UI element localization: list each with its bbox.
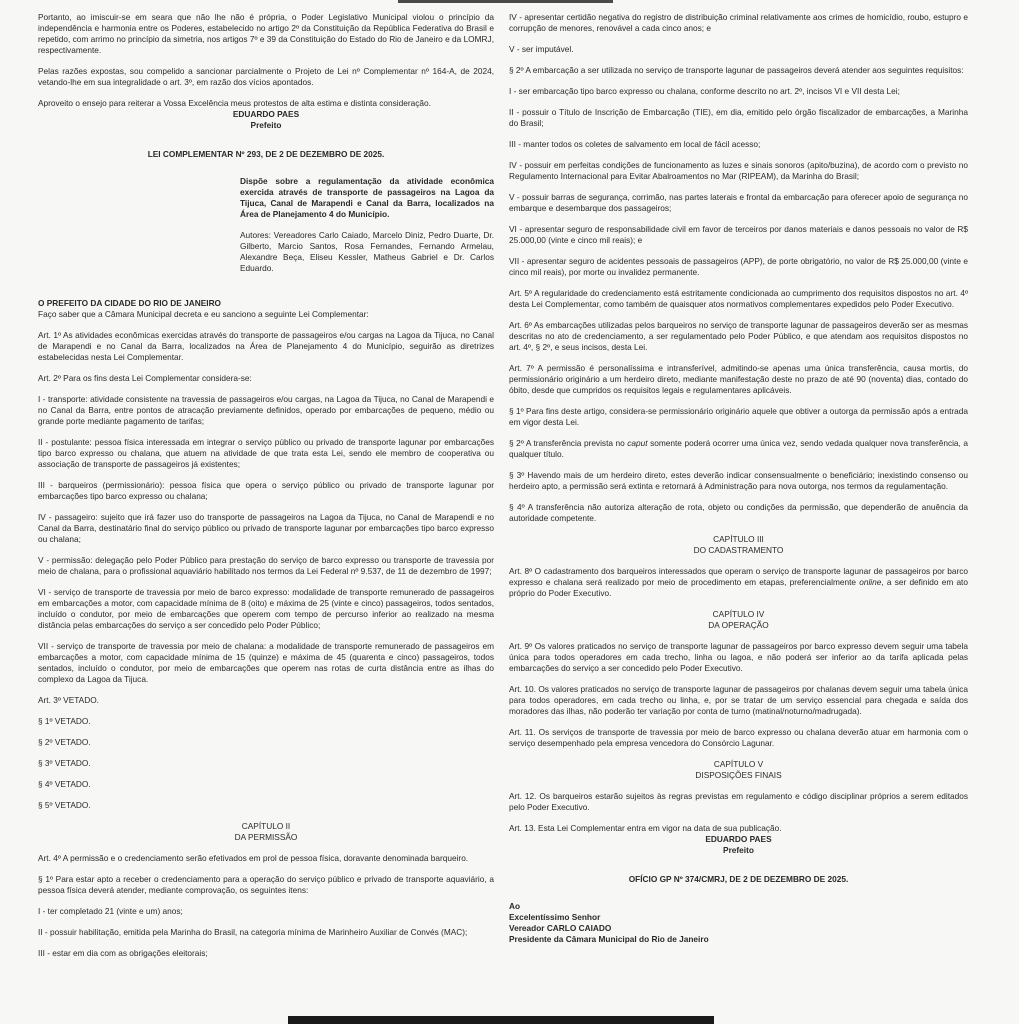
clause: VII - apresentar seguro de acidentes pessoais de passageiros (APP), de porte obrigatório, no valor de R$ 25.000,00 (vinte e cinco mil reais), por morte ou invalidez permanente.	[509, 256, 968, 277]
clause: IV - apresentar certidão negativa do registro de distribuição criminal relativamente aos crimes de homicídio, roubo, estupro e corrupção de menores, renovável a cada cinco anos; e	[509, 12, 968, 33]
text-run: Art. 8º O cadastramento dos barqueiros interessados que operam o serviço de transporte lagunar de passageiros por barco expresso e chalana será realizado por meio de procedimento em etapas, preferencialmente	[509, 566, 968, 587]
chapter-title: DA PERMISSÃO	[234, 832, 298, 842]
text-run: , a ser definido em ato próprio do Poder Executivo.	[509, 577, 968, 598]
text-run: § 2º A transferência prevista no	[509, 438, 628, 448]
article: Art. 7º A permissão é personalíssima e intransferível, admitindo-se apenas uma única transferência, causa mortis, do permissionário originário a um herdeiro direto, mediante manifestação deste no prazo de até 90 (noventa) dias, contado do óbito, desde que cumpridos os requisitos legais e regulamentares aplicáveis.	[509, 363, 968, 395]
clause: II - possuir habilitação, emitida pela Marinha do Brasil, na categoria mínima de Marinheiro Auxiliar de Convés (MAC);	[38, 927, 468, 937]
article: Art. 5º A regularidade do credenciamento está estritamente condicionada ao cumprimento dos requisitos dispostos no art. 4º desta Lei Complementar, como também de quaisquer atos normativos complementares expedidos pelo Poder Executivo.	[509, 288, 968, 309]
clause: § 3º VETADO.	[38, 758, 91, 768]
clause: V - possuir barras de segurança, corrimão, nas partes laterais e frontal da embarcação para oferecer apoio de segurança no embarque e desembarque dos passageiros;	[509, 192, 968, 213]
clause: II - possuir o Título de Inscrição de Embarcação (TIE), em dia, emitido pelo órgão fiscalizador de embarcações, a Marinha do Brasil;	[509, 107, 968, 128]
article: Art. 12. Os barqueiros estarão sujeitos às regras previstas em regulamento e código disciplinar próprios a serem editados pelo Poder Executivo.	[509, 791, 968, 812]
clause: I - ter completado 21 (vinte e um) anos;	[38, 906, 183, 916]
clause: I - ser embarcação tipo barco expresso ou chalana, conforme descrito no art. 2º, incisos VI e VII desta Lei;	[509, 86, 900, 96]
clause: § 3º Havendo mais de um herdeiro direto, estes deverão indicar consensualmente o beneficiário; inexistindo consenso ou herdeiro apto, a permissão será extinta e retornará à Administração para nova outorga, nos termos da regulamentação.	[509, 470, 968, 491]
chapter-number: CAPÍTULO III	[713, 534, 764, 544]
text-run: somente poderá ocorrer uma única vez, sendo vedada qualquer nova transferência, a qualquer título.	[509, 438, 968, 459]
bottom-rule	[288, 1016, 714, 1024]
article: Art. 13. Esta Lei Complementar entra em vigor na data de sua publicação.	[509, 823, 782, 833]
chapter-title: DA OPERAÇÃO	[708, 620, 769, 630]
clause: § 4º VETADO.	[38, 779, 91, 789]
paragraph: Aproveito o ensejo para reiterar a Vossa Excelência meus protestos de alta estima e distinta consideração.	[38, 98, 431, 108]
signer-name: EDUARDO PAES	[705, 834, 772, 844]
signer-name: EDUARDO PAES	[232, 109, 300, 119]
article: Art. 2º Para os fins desta Lei Complementar considera-se:	[38, 373, 252, 383]
clause: III - manter todos os coletes de salvamento em local de fácil acesso;	[509, 139, 761, 149]
clause	[509, 438, 968, 460]
article: Art. 6º As embarcações utilizadas pelos barqueiros no serviço de transporte lagunar de passageiros deverão ser as mesmas descritas no ato de credenciamento, a ser regulamentado pelo Poder Público, e que atendam aos requisitos dispostos no art. 4º, § 2º, e seus incisos, desta Lei.	[509, 320, 968, 352]
top-rule	[398, 0, 613, 3]
clause: VI - apresentar seguro de responsabilidade civil em favor de terceiros por danos materiais e danos pessoais no valor de R$ 25.000,00 (vinte e cinco mil reais); e	[509, 224, 968, 245]
addressee-line: Vereador CARLO CAIADO	[509, 923, 612, 933]
section-heading: O PREFEITO DA CIDADE DO RIO DE JANEIRO	[38, 298, 222, 308]
article: Art. 3º VETADO.	[38, 695, 99, 705]
article: Art. 11. Os serviços de transporte de travessia por meio de barco expresso ou chalana deverão atuar em harmonia com o serviço desempenhado pela empresa vencedora do Consórcio Lagunar.	[509, 727, 968, 748]
law-ementa: Dispõe sobre a regulamentação da atividade econômica exercida através de transporte de passageiros na Lagoa da Tijuca, Canal de Marapendi e Canal da Barra, localizados na Área de Planejamento 4 do Município.	[240, 176, 494, 219]
paragraph: Portanto, ao imiscuir-se em seara que não lhe não é própria, o Poder Legislativo Municipal violou o princípio da independência e harmonia entre os Poderes, estabelecido no artigo 2º da Constituição da República Federativa do Brasil e repetido, com arrimo no princípio da simetria, nos artigos 7º e 39 da Constituição do Estado do Rio de Janeiro e da LOMRJ, respectivamente.	[38, 12, 494, 55]
clause: § 2º A embarcação a ser utilizada no serviço de transporte lagunar de passageiros deverá atender aos seguintes requisitos:	[509, 65, 964, 75]
left-column	[38, 12, 494, 969]
clause: III - estar em dia com as obrigações eleitorais;	[38, 948, 208, 958]
addressee-line: Ao	[509, 901, 521, 911]
chapter-number: CAPÍTULO II	[241, 821, 291, 831]
chapter-number: CAPÍTULO V	[713, 759, 764, 769]
article	[509, 566, 968, 599]
clause: III - barqueiros (permissionário): pessoa física que opera o serviço público ou privado de transporte lagunar por embarcações tipo barco expresso ou chalana;	[38, 480, 494, 501]
law-title: LEI COMPLEMENTAR Nº 293, DE 2 DE DEZEMBRO DE 2025.	[147, 149, 385, 159]
clause: I - transporte: atividade consistente na travessia de passageiros e/ou cargas, na Lagoa da Tijuca, no Canal de Marapendi e no Canal da Barra, entre pontos de atracação previamente definidos, operado por embarcações de pequeno, médio ou grande porte mediante pagamento de tarifas;	[38, 394, 494, 426]
clause: II - postulante: pessoa física interessada em integrar o serviço público ou privado de transporte lagunar por embarcações tipo barco expresso ou chalana, que atuem na atividade de que trata esta Lei, sendo ele membro de cooperativa ou associação de transporte de passageiros já existentes;	[38, 437, 494, 469]
clause: V - permissão: delegação pelo Poder Público para prestação do serviço de barco expresso ou transporte de travessia por meio de chalana, para o profissional aquaviário habilitado nos termos da Lei Federal nº 9.537, de 11 de dezembro de 1997;	[38, 555, 494, 576]
article: Art. 1º As atividades econômicas exercidas através do transporte de passageiros e/ou cargas na Lagoa da Tijuca, no Canal de Marapendi e no Canal da Barra, localizados na Área de Planejamento 4 do Município, seguirão as diretrizes estabelecidas nesta Lei Complementar.	[38, 330, 494, 362]
article: Art. 9º Os valores praticados no serviço de transporte lagunar de passageiros por barco expresso devem seguir uma tabela única para todos operadores em cada trecho, linha ou lagoa, e não poderá ser inferior ao da tarifa aplicada pelas embarcações do serviço a ser concedido pelo Poder Executivo.	[509, 641, 968, 673]
clause: VII - serviço de transporte de travessia por meio de chalana: a modalidade de transporte remunerado de passageiros em embarcações a motor, com capacidade mínima de 15 (quinze) e máxima de 45 (quarenta e cinco) passageiros, todos sentados, incluído o condutor, por meio de embarcações que operem nas rotas de curta distância entre as ilhas do complexo da Lagoa da Tijuca.	[38, 641, 494, 684]
right-column	[509, 12, 968, 945]
clause: IV - possuir em perfeitas condições de funcionamento as luzes e sinais sonoros (apito/buzina), de acordo com o previsto no Regulamento Internacional para Evitar Abalroamentos no Mar (RIPEAM), da Marinha do Brasil;	[509, 160, 968, 181]
clause: § 1º Para fins deste artigo, considera-se permissionário originário aquele que obtiver a outorga da permissão após a entrada em vigor desta Lei.	[509, 406, 968, 427]
clause: § 1º Para estar apto a receber o credenciamento para a operação do serviço público e privado de transporte aquaviário, a pessoa física deverá atender, mediante comprovação, os seguintes itens:	[38, 874, 494, 895]
chapter-number: CAPÍTULO IV	[712, 609, 765, 619]
clause: V - ser imputável.	[509, 44, 574, 54]
addressee-line: Presidente da Câmara Municipal do Rio de Janeiro	[509, 934, 709, 944]
addressee-line: Excelentíssimo Senhor	[509, 912, 601, 922]
paragraph: Pelas razões expostas, sou compelido a sancionar parcialmente o Projeto de Lei nº Complementar nº 164-A, de 2024, vetando-lhe em sua integralidade o art. 3º, em razão dos vícios apontados.	[38, 66, 494, 87]
paragraph: Faço saber que a Câmara Municipal decreta e eu sanciono a seguinte Lei Complementar:	[38, 309, 369, 319]
law-authors: Autores: Vereadores Carlo Caiado, Marcelo Diniz, Pedro Duarte, Dr. Gilberto, Marcio Santos, Rosa Fernandes, Fernando Armelau, Alexandre Beça, Eliseu Kessler, Matheus Gabriel e Dr. Carlos Eduardo.	[240, 230, 494, 273]
article: Art. 10. Os valores praticados no serviço de transporte lagunar de passageiros por chalanas devem seguir uma tabela única para todos operadores, em cada trecho ou linha, e, por se tratar de um serviço essencial para chegada e saída dos moradores das ilhas, não poderão ter variação por conta de turno (matinal/noturno/madrugada).	[509, 684, 968, 716]
oficio-title: OFÍCIO GP Nº 374/CMRJ, DE 2 DE DEZEMBRO DE 2025.	[628, 874, 849, 884]
italic-term: online	[859, 577, 882, 587]
clause: § 2º VETADO.	[38, 737, 91, 747]
article: Art. 4º A permissão e o credenciamento serão efetivados em prol de pessoa física, doravante denominada barqueiro.	[38, 853, 469, 863]
signer-role: Prefeito	[250, 120, 282, 130]
italic-term: caput	[627, 438, 648, 448]
chapter-title: DO CADASTRAMENTO	[693, 545, 784, 555]
clause: § 1º VETADO.	[38, 716, 91, 726]
chapter-title: DISPOSIÇÕES FINAIS	[695, 770, 782, 780]
signer-role: Prefeito	[723, 845, 754, 855]
clause: IV - passageiro: sujeito que irá fazer uso do transporte de passageiros na Lagoa da Tijuca, no Canal de Marapendi e no Canal da Barra, destinatário final do serviço público ou privado de transporte lagunar por embarcações tipo barco expresso ou chalana;	[38, 512, 494, 544]
clause: § 4º A transferência não autoriza alteração de rota, objeto ou condições da permissão, que dependerão de anuência da autoridade competente.	[509, 502, 968, 523]
clause: VI - serviço de transporte de travessia por meio de barco expresso: modalidade de transporte remunerado de passageiros em embarcações a motor, com capacidade mínima de 8 (oito) e máxima de 25 (vinte e cinco) passageiros, todos sentados, incluído o condutor, por meio de embarcações que operem com tempo de percurso inferior ao realizado na mesma distância pelas embarcações do serviço a ser concedido pelo Poder Público;	[38, 587, 494, 630]
clause: § 5º VETADO.	[38, 800, 91, 810]
